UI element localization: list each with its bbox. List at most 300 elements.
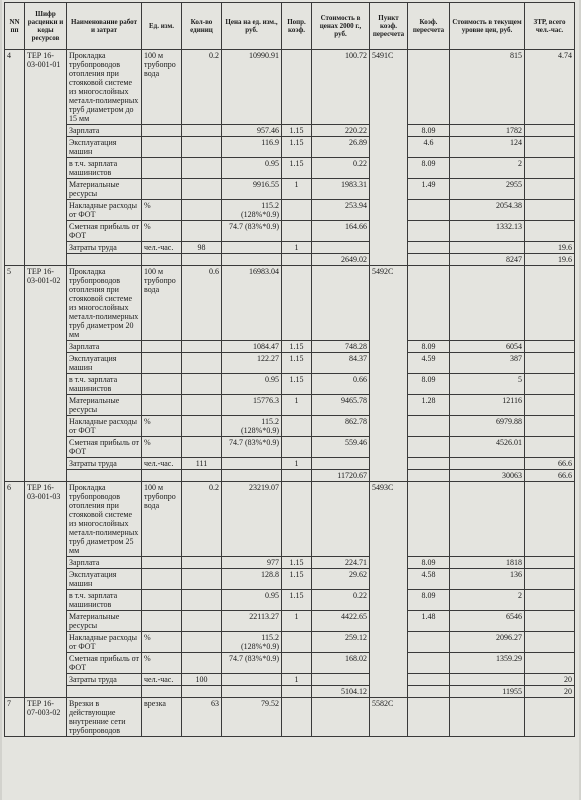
component-unit: % [142,221,182,242]
component-current-cost: 2955 [450,179,525,200]
component-coef [282,200,312,221]
component-unit: % [142,632,182,653]
component-unit [142,137,182,158]
component-current-cost: 12116 [450,395,525,416]
table-row-cost-component [5,374,575,395]
component-labor-hours [525,632,575,653]
component-cost-2000 [312,458,370,470]
component-unit: чел.-час. [142,242,182,254]
component-name: в т.ч. зарплата машинистов [67,158,142,179]
item-current-cost: 815 [450,50,525,125]
component-unit [142,179,182,200]
component-recalc-coef: 8.09 [408,341,450,353]
component-labor-hours: 19.6 [525,242,575,254]
component-qty [182,353,222,374]
component-labor-hours [525,341,575,353]
table-row-cost-component [5,458,575,470]
item-labor-hours [525,482,575,557]
component-recalc-coef: 8.09 [408,125,450,137]
component-cost-2000: 259.12 [312,632,370,653]
item-qty: 0.6 [182,266,222,341]
component-price: 1084.47 [222,341,282,353]
component-qty [182,653,222,674]
item-code: ТЕР 16-03-001-02 [25,266,67,482]
item-coef [282,50,312,125]
component-labor-hours [525,416,575,437]
total-blank [222,254,282,266]
component-name: в т.ч. зарплата машинистов [67,590,142,611]
total-blank [142,470,182,482]
item-current-cost [450,266,525,341]
component-recalc-coef: 4.6 [408,137,450,158]
item-price: 16983.04 [222,266,282,341]
component-cost-2000: 0.66 [312,374,370,395]
table-row-cost-component [5,200,575,221]
header-cell: Шифр расценки и коды ресурсов [25,3,67,50]
component-current-cost: 1332.13 [450,221,525,242]
component-coef: 1.15 [282,341,312,353]
item-recalc-coef [408,698,450,737]
table-row-item [5,50,575,125]
component-recalc-coef [408,200,450,221]
component-unit [142,158,182,179]
component-price [222,674,282,686]
component-qty [182,416,222,437]
table-row-cost-component [5,557,575,569]
item-cost-2000 [312,482,370,557]
table-row-cost-component [5,611,575,632]
component-coef: 1 [282,395,312,416]
document-page [2,0,579,800]
item-qty: 63 [182,698,222,737]
total-labor-hours: 66.6 [525,470,575,482]
item-coef [282,482,312,557]
component-price: 0.95 [222,590,282,611]
item-unit: 100 м трубопровода [142,266,182,341]
item-number: 7 [5,698,25,737]
component-unit [142,374,182,395]
table-row-cost-component [5,590,575,611]
component-coef: 1.15 [282,557,312,569]
item-unit: 100 м трубопровода [142,482,182,557]
item-number: 6 [5,482,25,698]
component-name: Сметная прибыль от ФОТ [67,437,142,458]
component-recalc-coef [408,674,450,686]
component-name: Сметная прибыль от ФОТ [67,221,142,242]
component-current-cost: 1359.29 [450,653,525,674]
total-blank [282,470,312,482]
item-number: 4 [5,50,25,266]
component-labor-hours [525,374,575,395]
component-qty [182,221,222,242]
component-qty [182,341,222,353]
component-price: 9916.55 [222,179,282,200]
item-cost-2000: 100.72 [312,50,370,125]
component-cost-2000: 4422.65 [312,611,370,632]
component-name: Затраты труда [67,458,142,470]
component-price: 115.2 (128%*0.9) [222,200,282,221]
item-recalc-coef [408,50,450,125]
component-price [222,242,282,254]
header-cell: Коэф. пересчета [408,3,450,50]
component-qty [182,200,222,221]
table-row-cost-component [5,569,575,590]
table-row-cost-component [5,221,575,242]
component-name: Сметная прибыль от ФОТ [67,653,142,674]
component-cost-2000: 1983.31 [312,179,370,200]
total-blank [282,686,312,698]
item-recalc-point: 5492С [370,266,408,482]
item-labor-hours: 4.74 [525,50,575,125]
header-cell: Цена на ед. изм., руб. [222,3,282,50]
component-coef [282,437,312,458]
item-current-cost [450,698,525,737]
component-current-cost: 136 [450,569,525,590]
component-recalc-coef [408,242,450,254]
estimate-table [4,2,575,737]
table-row-item-total [5,686,575,698]
component-name: Накладные расходы от ФОТ [67,416,142,437]
component-name: Затраты труда [67,242,142,254]
table-row-item [5,482,575,557]
component-labor-hours [525,557,575,569]
component-qty [182,557,222,569]
component-labor-hours [525,395,575,416]
component-coef [282,632,312,653]
item-name: Прокладка трубопроводов отопления при стояковой системе из многослойных металл-полимерных труб диаметром до 15 мм [67,50,142,125]
header-cell: Кол-во единиц [182,3,222,50]
table-row-item-total [5,254,575,266]
component-cost-2000 [312,674,370,686]
component-qty [182,437,222,458]
table-row-item [5,266,575,341]
component-name: Материальные ресурсы [67,611,142,632]
total-blank [67,470,142,482]
table-row-cost-component [5,179,575,200]
component-coef [282,653,312,674]
component-current-cost: 2 [450,158,525,179]
item-name: Прокладка трубопроводов отопления при стояковой системе из многослойных металл-полимерных труб диаметром 20 мм [67,266,142,341]
table-row-cost-component [5,137,575,158]
component-recalc-coef: 1.48 [408,611,450,632]
component-coef: 1.15 [282,125,312,137]
header-cell: Пункт коэф. пересчета [370,3,408,50]
component-labor-hours [525,125,575,137]
item-labor-hours [525,266,575,341]
total-blank [408,254,450,266]
component-unit: чел.-час. [142,674,182,686]
total-blank [408,686,450,698]
component-price: 22113.27 [222,611,282,632]
component-cost-2000: 0.22 [312,158,370,179]
component-labor-hours [525,221,575,242]
item-name: Прокладка трубопроводов отопления при стояковой системе из многослойных металл-полимерных труб диаметром 25 мм [67,482,142,557]
component-name: Зарплата [67,125,142,137]
component-cost-2000: 9465.78 [312,395,370,416]
component-recalc-coef: 8.09 [408,590,450,611]
estimate-body [5,50,575,737]
component-recalc-coef [408,653,450,674]
component-qty [182,179,222,200]
component-cost-2000: 748.28 [312,341,370,353]
item-code: ТЕР 16-03-001-01 [25,50,67,266]
component-price: 0.95 [222,374,282,395]
total-current-cost: 30063 [450,470,525,482]
total-blank [182,470,222,482]
table-row-cost-component [5,416,575,437]
header-cell: Попр. коэф. [282,3,312,50]
item-unit: врезка [142,698,182,737]
component-name: Эксплуатация машин [67,569,142,590]
component-unit [142,125,182,137]
table-row-cost-component [5,242,575,254]
component-coef: 1.15 [282,158,312,179]
component-recalc-coef [408,632,450,653]
component-labor-hours [525,137,575,158]
component-labor-hours [525,437,575,458]
component-cost-2000: 29.62 [312,569,370,590]
item-number: 5 [5,266,25,482]
component-current-cost [450,242,525,254]
component-current-cost: 124 [450,137,525,158]
total-labor-hours: 20 [525,686,575,698]
component-coef: 1 [282,458,312,470]
header-cell: Наименование работ и затрат [67,3,142,50]
component-current-cost: 5 [450,374,525,395]
table-row-cost-component [5,341,575,353]
component-name: Эксплуатация машин [67,137,142,158]
item-labor-hours [525,698,575,737]
component-labor-hours [525,653,575,674]
component-price: 957.46 [222,125,282,137]
component-price: 128.8 [222,569,282,590]
component-coef: 1 [282,242,312,254]
component-unit: % [142,416,182,437]
component-qty [182,125,222,137]
component-name: в т.ч. зарплата машинистов [67,374,142,395]
item-price: 23219.07 [222,482,282,557]
component-labor-hours [525,611,575,632]
item-cost-2000 [312,266,370,341]
component-current-cost: 4526.01 [450,437,525,458]
component-labor-hours: 20 [525,674,575,686]
component-labor-hours [525,179,575,200]
component-qty [182,374,222,395]
component-coef: 1 [282,674,312,686]
total-blank [142,686,182,698]
component-qty [182,611,222,632]
component-unit [142,569,182,590]
component-price: 115.2 (128%*0.9) [222,632,282,653]
total-blank [222,686,282,698]
component-cost-2000: 164.66 [312,221,370,242]
component-price: 122.27 [222,353,282,374]
component-cost-2000: 224.71 [312,557,370,569]
component-unit: чел.-час. [142,458,182,470]
component-price: 74.7 (83%*0.9) [222,221,282,242]
component-price: 977 [222,557,282,569]
total-blank [222,470,282,482]
component-current-cost: 6546 [450,611,525,632]
component-recalc-coef [408,416,450,437]
component-current-cost: 2054.38 [450,200,525,221]
component-coef [282,221,312,242]
component-coef: 1.15 [282,353,312,374]
component-current-cost [450,458,525,470]
component-labor-hours [525,200,575,221]
component-name: Зарплата [67,557,142,569]
table-row-cost-component [5,125,575,137]
component-coef: 1.15 [282,137,312,158]
item-coef [282,698,312,737]
table-row-cost-component [5,395,575,416]
component-unit [142,341,182,353]
component-coef: 1 [282,611,312,632]
total-cost-2000: 5104.12 [312,686,370,698]
component-coef: 1 [282,179,312,200]
table-row-cost-component [5,437,575,458]
table-row-cost-component [5,158,575,179]
component-labor-hours [525,590,575,611]
component-unit [142,353,182,374]
item-code: ТЕР 16-03-001-03 [25,482,67,698]
item-coef [282,266,312,341]
component-coef [282,416,312,437]
component-coef: 1.15 [282,374,312,395]
table-row-item-total [5,470,575,482]
item-unit: 100 м трубопровода [142,50,182,125]
component-qty [182,158,222,179]
total-blank [142,254,182,266]
table-row-item [5,698,575,737]
component-unit [142,395,182,416]
total-blank [67,686,142,698]
component-cost-2000: 253.94 [312,200,370,221]
component-qty: 100 [182,674,222,686]
component-price: 74.7 (83%*0.9) [222,653,282,674]
component-coef: 1.15 [282,590,312,611]
component-current-cost: 1818 [450,557,525,569]
item-recalc-coef [408,482,450,557]
component-labor-hours: 66.6 [525,458,575,470]
component-unit [142,557,182,569]
component-current-cost: 6054 [450,341,525,353]
item-recalc-coef [408,266,450,341]
table-row-cost-component [5,632,575,653]
component-unit [142,590,182,611]
component-unit [142,611,182,632]
header-cell: ЗТР, всего чел.-час. [525,3,575,50]
table-row-cost-component [5,674,575,686]
component-name: Затраты труда [67,674,142,686]
component-qty [182,569,222,590]
component-labor-hours [525,353,575,374]
total-blank [182,686,222,698]
item-qty: 0.2 [182,482,222,557]
component-name: Зарплата [67,341,142,353]
component-cost-2000: 559.46 [312,437,370,458]
item-code: ТЕР 16-07-003-02 [25,698,67,737]
component-recalc-coef [408,221,450,242]
total-blank [182,254,222,266]
item-current-cost [450,482,525,557]
component-qty: 111 [182,458,222,470]
header-cell: Стоимость в текущем уровне цен, руб. [450,3,525,50]
component-cost-2000: 26.89 [312,137,370,158]
component-recalc-coef: 4.58 [408,569,450,590]
component-unit: % [142,437,182,458]
component-name: Эксплуатация машин [67,353,142,374]
component-labor-hours [525,569,575,590]
component-cost-2000 [312,242,370,254]
component-qty [182,395,222,416]
component-name: Материальные ресурсы [67,395,142,416]
component-current-cost: 1782 [450,125,525,137]
component-recalc-coef: 8.09 [408,557,450,569]
component-cost-2000: 862.78 [312,416,370,437]
component-recalc-coef: 4.59 [408,353,450,374]
component-current-cost: 387 [450,353,525,374]
item-recalc-point: 5493С [370,482,408,698]
component-unit: % [142,653,182,674]
component-cost-2000: 168.02 [312,653,370,674]
component-recalc-coef: 8.09 [408,158,450,179]
component-qty [182,590,222,611]
item-recalc-point: 5491С [370,50,408,266]
component-current-cost [450,674,525,686]
component-name: Накладные расходы от ФОТ [67,632,142,653]
total-blank [408,470,450,482]
table-row-cost-component [5,653,575,674]
total-labor-hours: 19.6 [525,254,575,266]
total-blank [67,254,142,266]
header-cell: Ед. изм. [142,3,182,50]
component-recalc-coef [408,458,450,470]
item-name: Врезки в действующие внутренние сети трубопроводов [67,698,142,737]
component-cost-2000: 220.22 [312,125,370,137]
component-current-cost: 2096.27 [450,632,525,653]
item-qty: 0.2 [182,50,222,125]
component-recalc-coef: 8.09 [408,374,450,395]
component-cost-2000: 84.37 [312,353,370,374]
component-recalc-coef: 1.49 [408,179,450,200]
component-price [222,458,282,470]
component-qty [182,632,222,653]
item-recalc-point: 5582С [370,698,408,737]
header-cell: NN пп [5,3,25,50]
item-cost-2000 [312,698,370,737]
header-cell: Стоимость в ценах 2000 г., руб. [312,3,370,50]
component-unit: % [142,200,182,221]
table-header-row [5,3,575,50]
total-current-cost: 11955 [450,686,525,698]
component-price: 15776.3 [222,395,282,416]
item-price: 10990.91 [222,50,282,125]
component-coef: 1.15 [282,569,312,590]
item-price: 79.52 [222,698,282,737]
component-name: Материальные ресурсы [67,179,142,200]
component-price: 115.2 (128%*0.9) [222,416,282,437]
total-current-cost: 8247 [450,254,525,266]
component-price: 74.7 (83%*0.9) [222,437,282,458]
total-cost-2000: 11720.67 [312,470,370,482]
table-row-cost-component [5,353,575,374]
component-recalc-coef: 1.28 [408,395,450,416]
total-cost-2000: 2649.02 [312,254,370,266]
component-labor-hours [525,158,575,179]
component-name: Накладные расходы от ФОТ [67,200,142,221]
total-blank [282,254,312,266]
